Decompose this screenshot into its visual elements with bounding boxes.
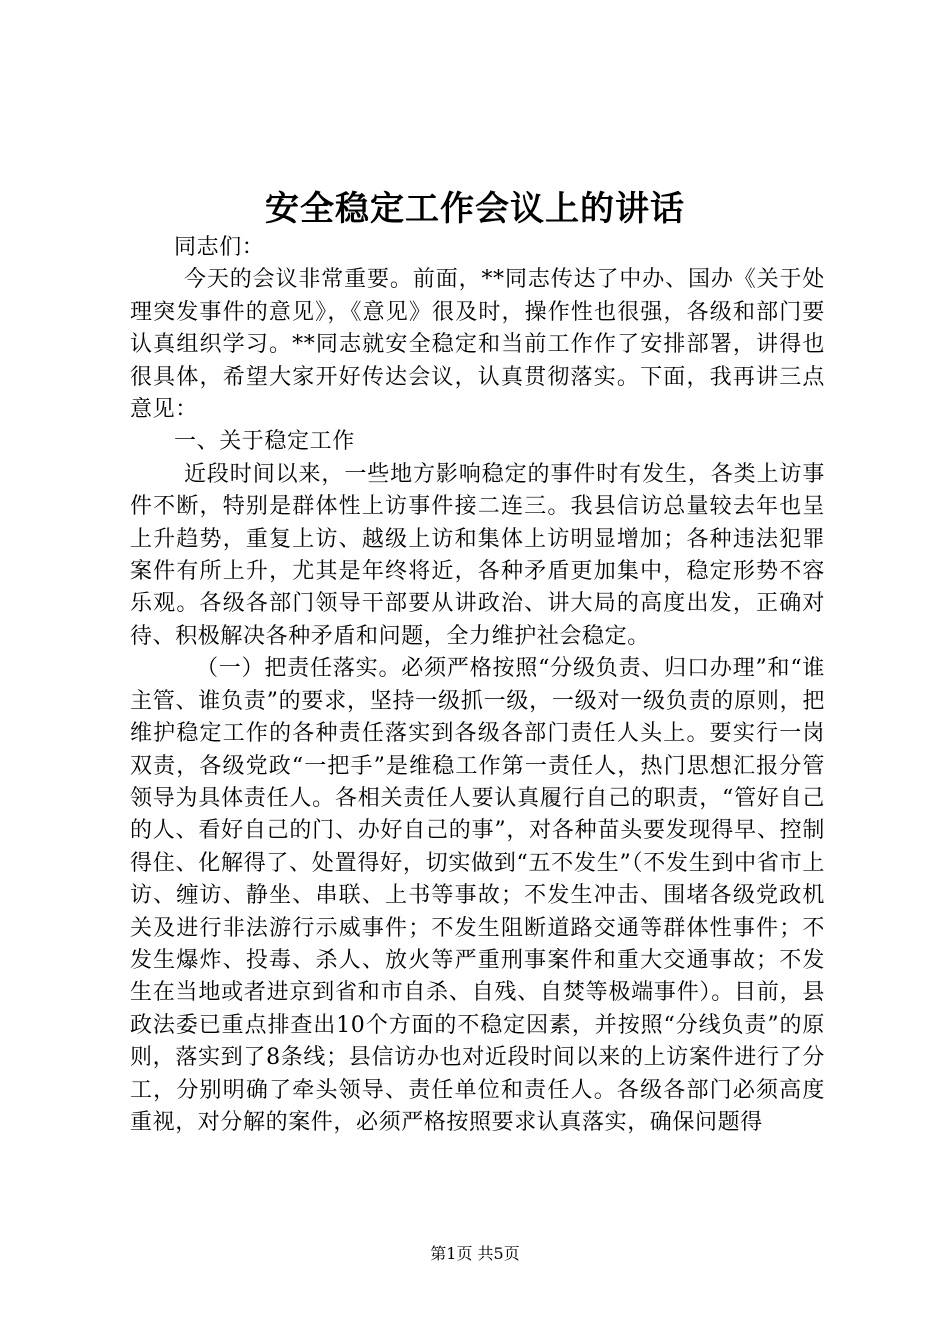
paragraph-stability-situation: 近段时间以来，一些地方影响稳定的事件时有发生，各类上访事件不断，特别是群体性上访事件接二连三。我县信访总量较去年也呈上升趋势，重复上访、越级上访和集体上访明显增加；各种违法犯罪案件有所上升，尤其是年终将近，各种矛盾更加集中，稳定形势不容乐观。各级各部门领导干部要从讲政治、讲大局的高度出发，正确对待、积极解决各种矛盾和问题，全力维护社会稳定。 <box>130 461 825 649</box>
page-number-footer: 第1页 共5页 <box>430 1244 520 1263</box>
salutation: 同志们： <box>174 235 265 260</box>
paragraph-intro: 今天的会议非常重要。前面，**同志传达了中办、国办《关于处理突发事件的意见》，《意见》很及时，操作性也很强，各级和部门要认真组织学习。**同志就安全稳定和当前工作作了安排部署，讲得也很具体，希望大家开好传达会议，认真贯彻落实。下面，我再讲三点意见： <box>130 267 825 423</box>
section-heading-stability: 一、关于稳定工作 <box>174 429 355 455</box>
document-body <box>130 232 825 1139</box>
paragraph-responsibility: （一）把责任落实。必须严格按照“分级负责、归口办理”和“谁主管、谁负责”的要求，坚持一级抓一级，一级对一级负责的原则，把维护稳定工作的各种责任落实到各级各部门责任人头上。要实行一岗双责，各级党政“一把手”是维稳工作第一责任人，热门思想汇报分管领导为具体责任人。各相关责任人要认真履行自己的职责，“管好自己的人、看好自己的门、办好自己的事”，对各种苗头要发现得早、控制得住、化解得了、处置得好，切实做到“五不发生”（不发生到中省市上访、缠访、静坐、串联、上书等事故；不发生冲击、围堵各级党政机关及进行非法游行示威事件；不发生阻断道路交通等群体性事件；不发生爆炸、投毒、杀人、放火等严重刑事案件和重大交通事故；不发生在当地或者进京到省和市自杀、自残、自焚等极端事件）。目前，县政法委已重点排查出10个方面的不稳定因素，并按照“分线负责”的原则，落实到了8条线；县信访办也对近段时间以来的上访案件进行了分工，分别明确了牵头领导、责任单位和责任人。各级各部门必须高度重视，对分解的案件，必须严格按照要求认真落实，确保问题得 <box>130 656 825 1135</box>
document-title: 安全稳定工作会议上的讲话 <box>265 189 685 229</box>
